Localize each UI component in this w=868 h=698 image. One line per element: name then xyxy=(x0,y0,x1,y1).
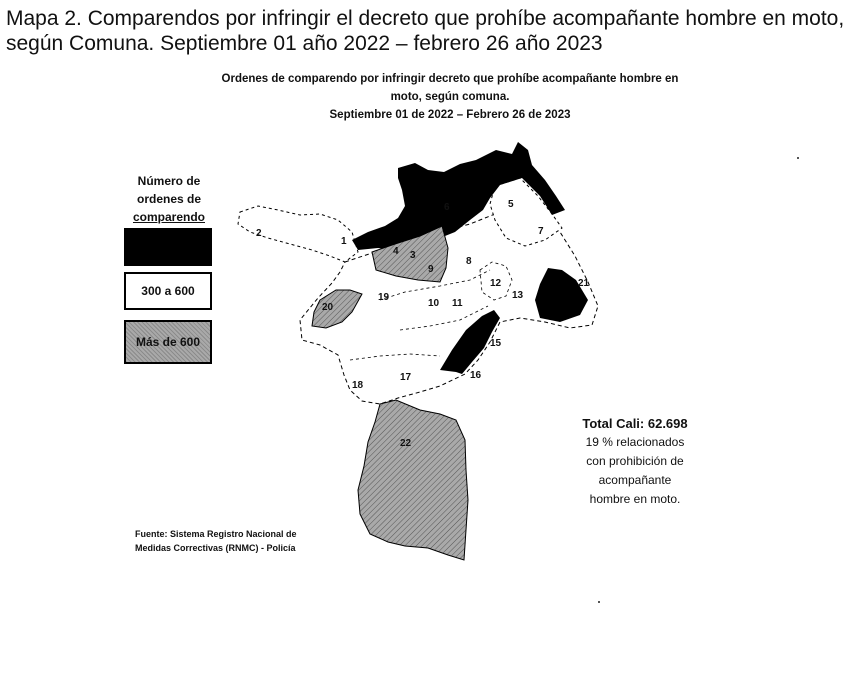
zone-label-3: 3 xyxy=(410,250,416,261)
zone-label-21: 21 xyxy=(578,278,590,289)
zone-label-13: 13 xyxy=(512,290,524,301)
map-title-line: Septiembre 01 de 2022 – Febrero 26 de 2023 xyxy=(329,109,571,121)
legend-swatch-gray xyxy=(124,320,212,364)
zone-label-8: 8 xyxy=(466,256,472,267)
legend-label: Más de 600 xyxy=(135,334,201,349)
summary-line: acompañante xyxy=(598,473,672,487)
legend-title xyxy=(115,172,223,226)
document-title: Mapa 2. Comparendos por infringir el decreto que prohíbe acompañante hombre en moto, según Comuna. Septiembre 01 año 2022 – febrero 26 año 2023 xyxy=(6,7,845,55)
zone-label-6: 6 xyxy=(444,202,450,213)
summary-line: con prohibición de xyxy=(586,454,684,468)
zone-label-10: 10 xyxy=(428,298,440,309)
map-title-line: moto, según comuna. xyxy=(390,91,510,103)
summary-line: hombre en moto. xyxy=(589,492,681,506)
map-title xyxy=(150,70,750,124)
source-line: Fuente: Sistema Registro Nacional de xyxy=(135,529,297,539)
legend-swatch-white xyxy=(124,272,212,310)
zone-label-1: 1 xyxy=(341,236,347,247)
zone-label-18: 18 xyxy=(352,380,364,391)
summary-box xyxy=(550,414,720,509)
scan-speck xyxy=(598,601,600,603)
zone-label-4: 4 xyxy=(393,246,399,257)
legend-label: 300 a 600 xyxy=(141,283,195,298)
total-count: Total Cali: 62.698 xyxy=(582,416,688,431)
zone-label-17: 17 xyxy=(400,372,412,383)
legend-swatch-black xyxy=(124,228,212,266)
zone-label-16: 16 xyxy=(470,370,482,381)
zone-label-22: 22 xyxy=(400,438,412,449)
zone-label-9: 9 xyxy=(428,264,434,275)
source-line: Medidas Correctivas (RNMC) - Policía xyxy=(135,543,296,553)
zone-label-5: 5 xyxy=(508,199,514,210)
zone-label-12: 12 xyxy=(490,278,502,289)
map-title-line: Ordenes de comparendo por infringir decreto que prohíbe acompañante hombre en xyxy=(221,73,679,85)
summary-line: 19 % relacionados xyxy=(585,435,685,449)
legend-title-line: Número de xyxy=(137,174,201,188)
legend-title-line: ordenes de xyxy=(136,192,202,206)
zone-gray-south xyxy=(358,400,468,560)
zone-label-20: 20 xyxy=(322,302,334,313)
zone-label-11: 11 xyxy=(452,298,463,309)
source-note xyxy=(135,527,345,555)
scan-speck xyxy=(797,157,799,159)
zone-label-2: 2 xyxy=(256,228,262,239)
zone-label-19: 19 xyxy=(378,292,390,303)
zone-label-7: 7 xyxy=(538,226,544,237)
zone-label-15: 15 xyxy=(490,338,502,349)
legend-title-line: comparendo xyxy=(132,210,205,224)
